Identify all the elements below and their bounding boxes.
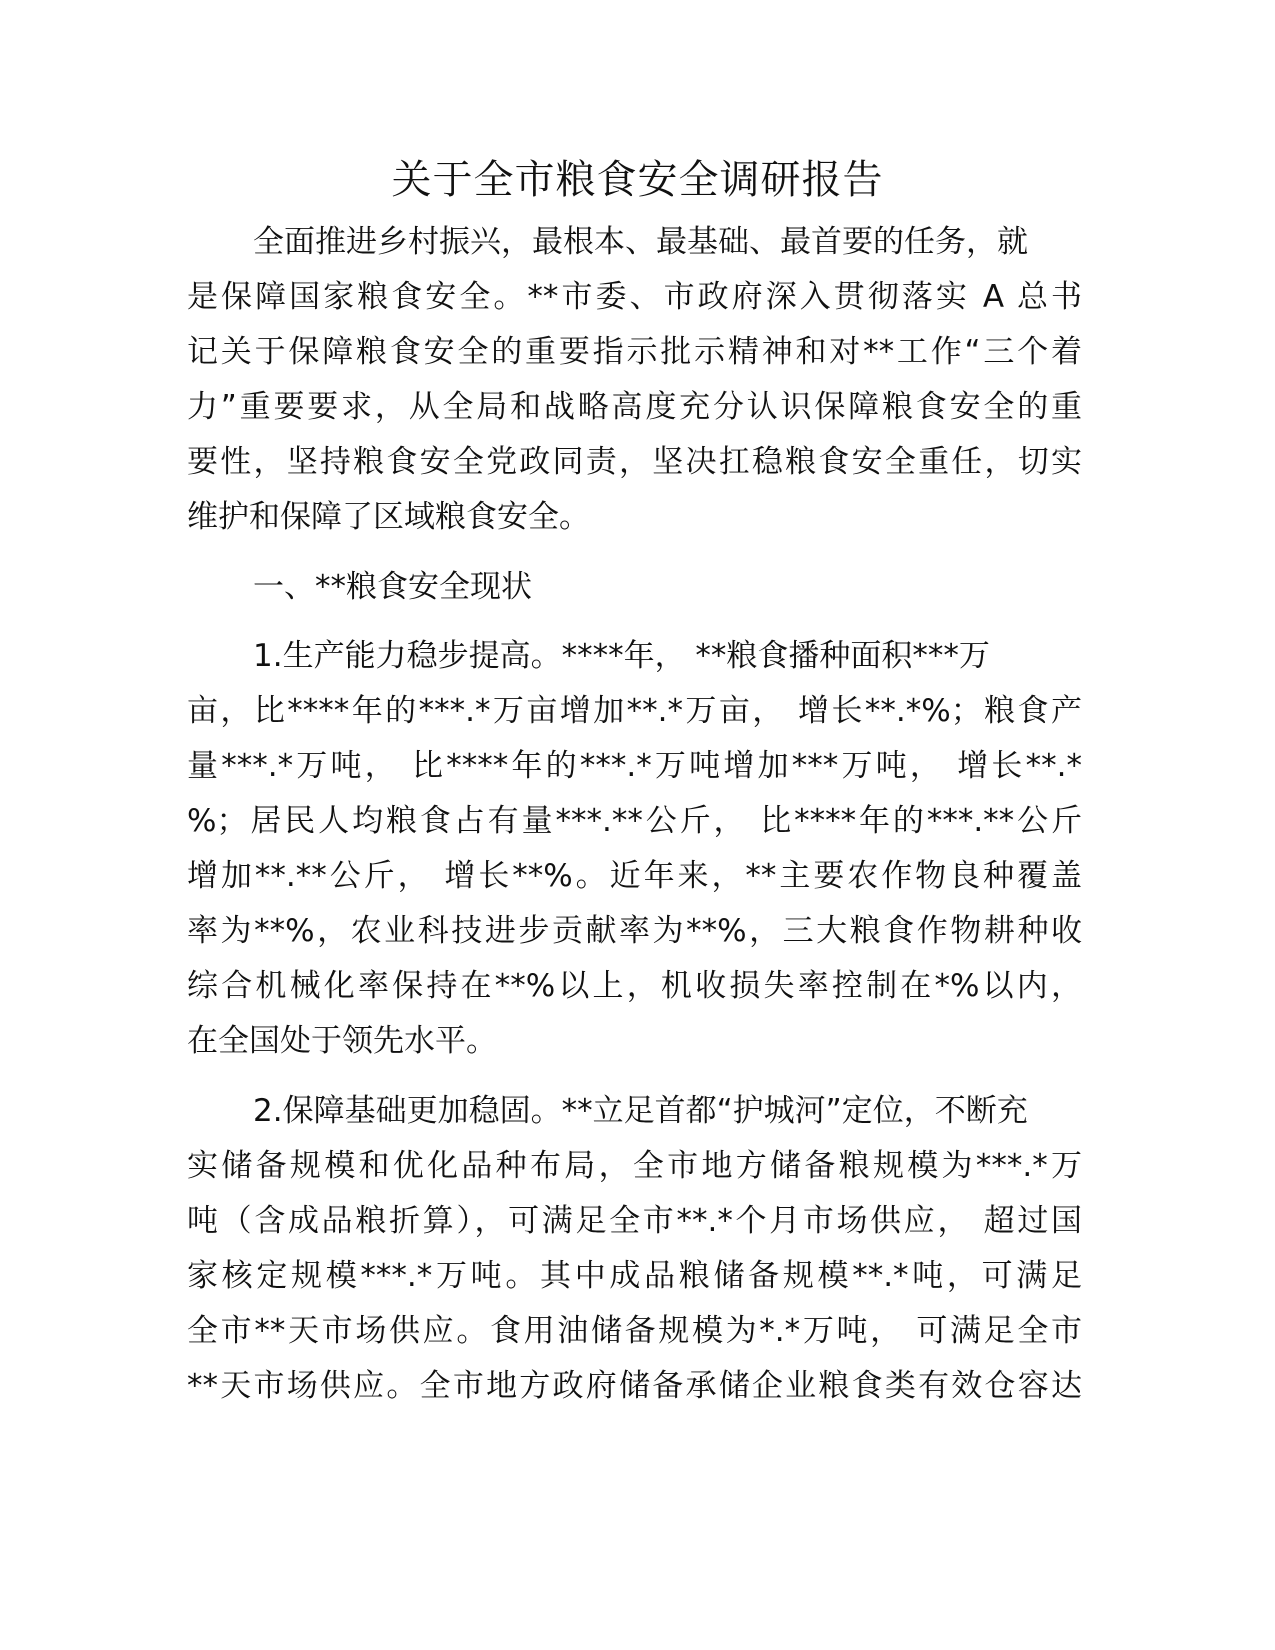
paragraph-line: 要性，坚持粮食安全党政同责，坚决扛稳粮食安全重任，切实 [187, 444, 1082, 480]
paragraph-line: **天市场供应。全市地方政府储备承储企业粮食类有效仓容达 [187, 1368, 1082, 1404]
section-heading: 一、**粮食安全现状 [253, 569, 532, 605]
paragraph-line: %；居民人均粮食占有量***.**公斤， 比****年的***.**公斤 [187, 803, 1082, 839]
document-title: 关于全市粮食安全调研报告 [391, 157, 884, 203]
paragraph-line: 1.生产能力稳步提高。****年， **粮食播种面积***万 [253, 638, 990, 674]
paragraph-line: 综合机械化率保持在**%以上，机收损失率控制在*%以内， [187, 968, 1082, 1004]
paragraph-line: 亩，比****年的***.*万亩增加**.*万亩， 增长**.*%；粮食产 [187, 693, 1082, 729]
paragraph-line: 是保障国家粮食安全。**市委、市政府深入贯彻落实 A 总书 [187, 279, 1082, 315]
paragraph-line: 记关于保障粮食安全的重要指示批示精神和对**工作“三个着 [187, 334, 1082, 370]
paragraph-line: 实储备规模和优化品种布局，全市地方储备粮规模为***.*万 [187, 1148, 1082, 1184]
paragraph-line: 增加**.**公斤， 增长**%。近年来，**主要农作物良种覆盖 [187, 858, 1082, 894]
paragraph-line: 全面推进乡村振兴，最根本、最基础、最首要的任务，就 [253, 224, 1028, 260]
paragraph-line: 在全国处于领先水平。 [187, 1023, 497, 1059]
paragraph-line: 家核定规模***.*万吨。其中成品粮储备规模**.*吨，可满足 [187, 1258, 1082, 1294]
paragraph-line: 2.保障基础更加稳固。**立足首都“护城河”定位，不断充 [253, 1093, 1028, 1129]
paragraph-line: 吨（含成品粮折算），可满足全市**.*个月市场供应， 超过国 [187, 1203, 1082, 1239]
paragraph-line: 量***.*万吨， 比****年的***.*万吨增加***万吨， 增长**.* [187, 748, 1082, 784]
paragraph-line: 全市**天市场供应。食用油储备规模为*.*万吨， 可满足全市 [187, 1313, 1082, 1349]
paragraph-line: 率为**%，农业科技进步贡献率为**%，三大粮食作物耕种收 [187, 913, 1082, 949]
paragraph-line: 力”重要要求，从全局和战略高度充分认识保障粮食安全的重 [187, 389, 1082, 425]
paragraph-line: 维护和保障了区域粮食安全。 [187, 499, 590, 535]
